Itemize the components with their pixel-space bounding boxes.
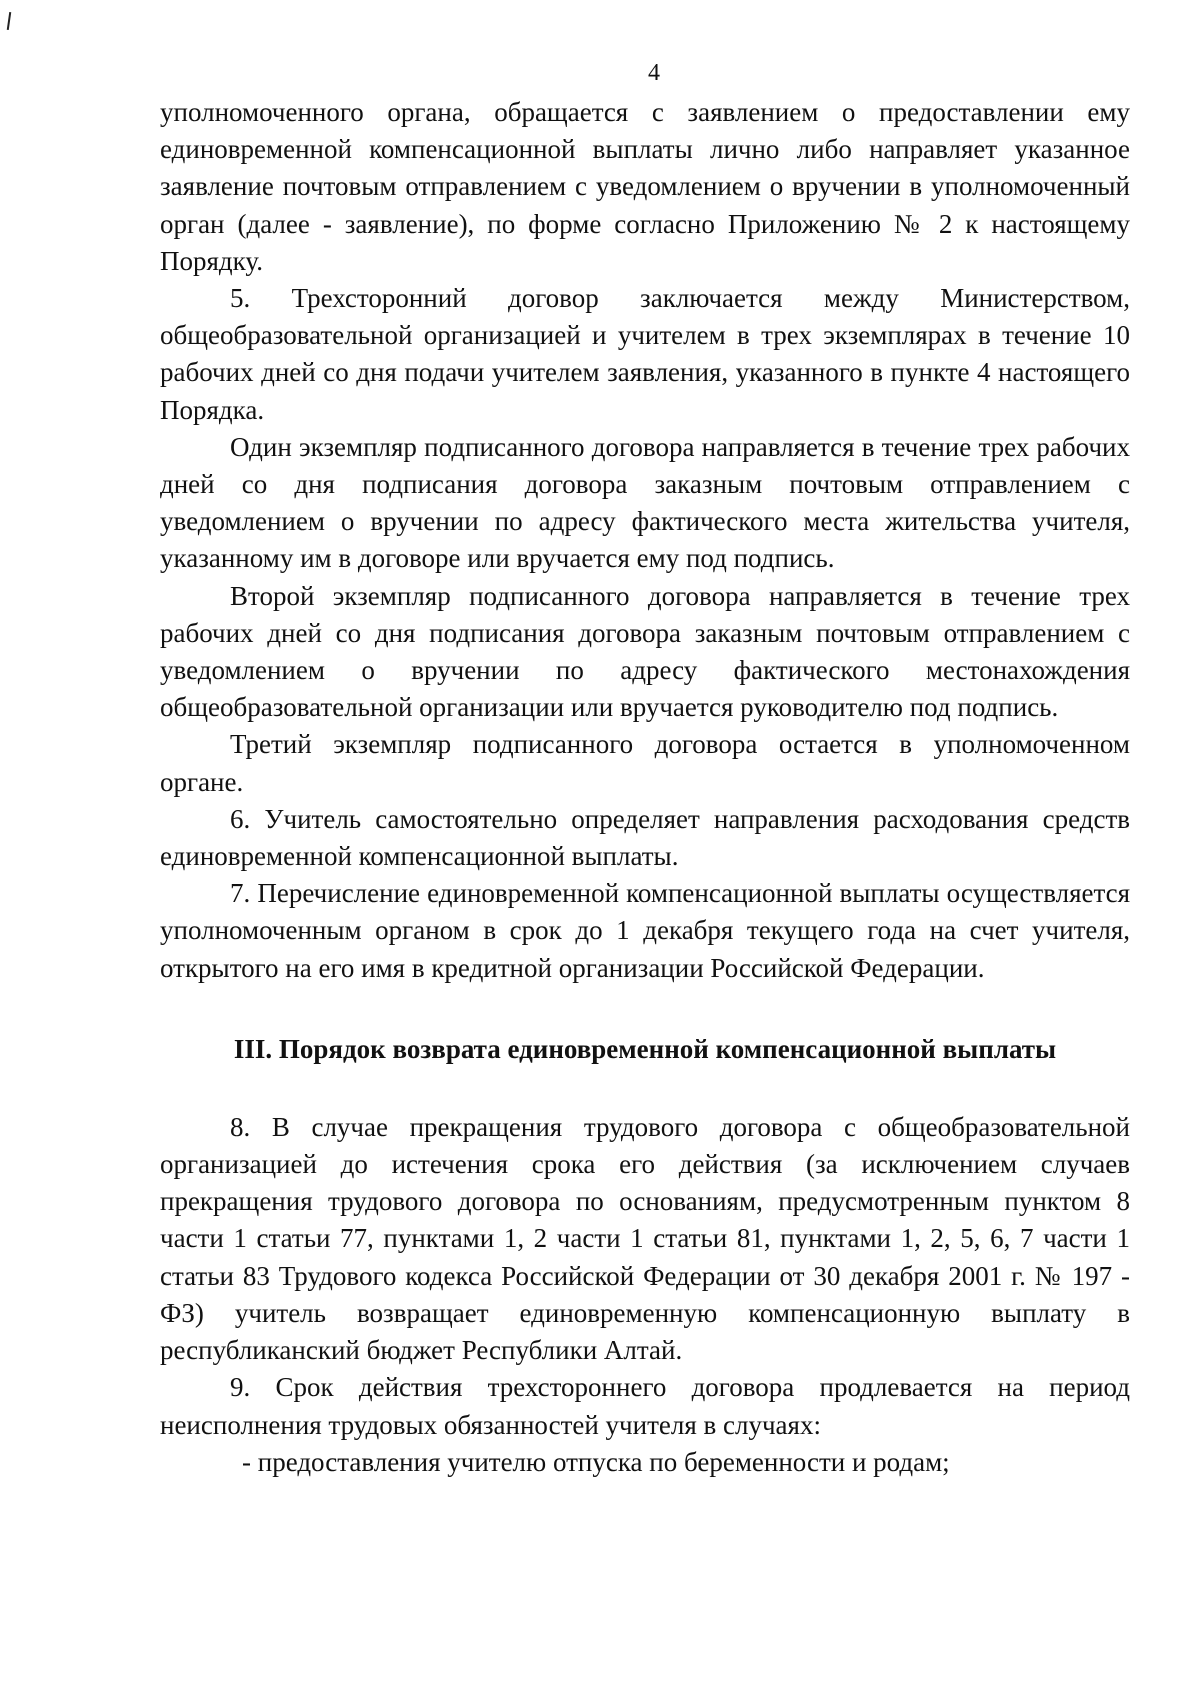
page-number: 4	[648, 60, 660, 86]
paragraph-item-6: 6. Учитель самостоятельно определяет направления расходования средств единовременной компенсационной выплаты.	[160, 803, 1130, 872]
paragraph-continuation: уполномоченного органа, обращается с заявлением о предоставлении ему единовременной компенсационной выплаты лично либо направляет указанное заявление почтовым отправлением с уведомлением о вручении в уполномоченный орган (далее - заявление), по форме согласно Приложению № 2 к настоящему Порядку.	[160, 97, 1130, 276]
paragraph-second-copy: Второй экземпляр подписанного договора направляется в течение трех рабочих дней со дня подписания договора заказным почтовым отправлением с уведомлением о вручении по адресу фактического местонахождения общеобразовательной организации или вручается руководителю под подпись.	[160, 580, 1130, 723]
paragraph-item-9: 9. Срок действия трехстороннего договора продлевается на период неисполнения трудовых обязанностей учителя в случаях:	[160, 1372, 1130, 1440]
paragraph-item-8: 8. В случае прекращения трудового договора с общеобразовательной организацией до истечения срока его действия (за исключением случаев прекращения трудового договора по основаниям, предусмотренным пунктом 8 части 1 статьи 77, пунктами 1, 2 части 1 статьи 81, пунктами 1, 2, 5, 6, 7 части 1 статьи 83 Трудового кодекса Российской Федерации от 30 декабря 2001 г. № 197 - ФЗ) учитель возвращает единовременную компенсационную выплату в республиканский бюджет Республики Алтай.	[160, 1111, 1130, 1366]
list-item-maternity-leave: - предоставления учителю отпуска по беременности и родам;	[242, 1446, 950, 1477]
paragraph-first-copy: Один экземпляр подписанного договора направляется в течение трех рабочих дней со дня подписания договора заказным почтовым отправлением с уведомлением о вручении по адресу фактического места жительства учителя, указанному им в договоре или вручается ему под подпись.	[160, 431, 1130, 574]
scan-artifact-mark	[7, 12, 11, 30]
paragraph-third-copy: Третий экземпляр подписанного договора остается в уполномоченном органе.	[160, 729, 1130, 797]
paragraph-item-7: 7. Перечисление единовременной компенсационной выплаты осуществляется уполномоченным органом в срок до 1 декабря текущего года на счет учителя, открытого на его имя в кредитной организации Российской Федерации.	[160, 878, 1130, 983]
document-page	[160, 58, 1130, 1481]
section-heading: III. Порядок возврата единовременной компенсационной выплаты	[233, 1033, 1057, 1064]
paragraph-item-5: 5. Трехсторонний договор заключается между Министерством, общеобразовательной организацией и учителем в трех экземплярах в течение 10 рабочих дней со дня подачи учителем заявления, указанного в пункте 4 настоящего Порядка.	[160, 283, 1130, 425]
